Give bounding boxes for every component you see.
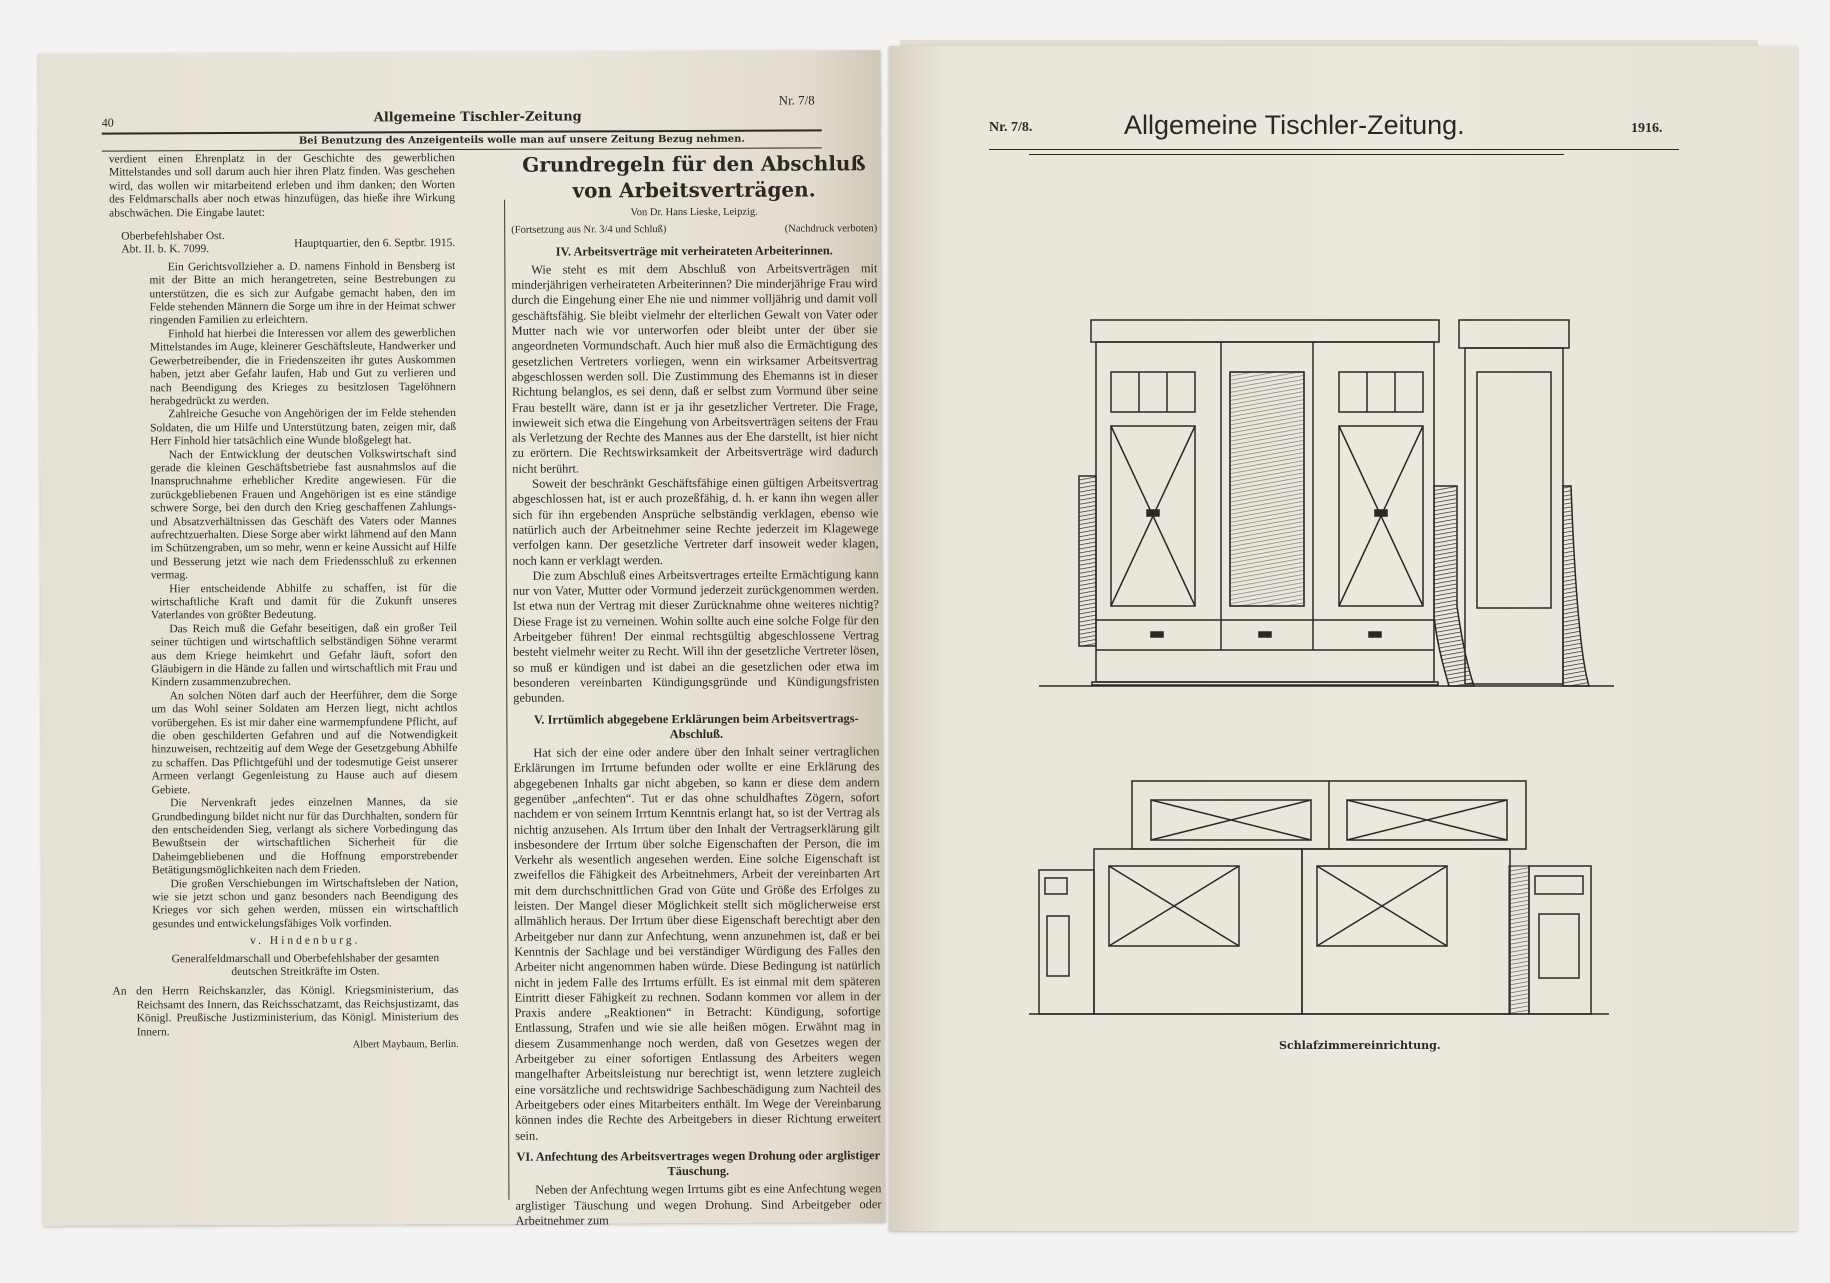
article-meta [511,221,877,238]
column-divider [504,200,509,1200]
letter-paragraph: Das Reich muß die Gefahr beseitigen, daß ein großer Teil seiner tüchtigen und wirtschaftlich selbständigen Söhne verarmt aus dem Kriege heimkehrt und Gefahr läuft, sofort den Gläubigern in die Hände zu fallen und wirtschaftlich mit Frau und Kindern zusammenzubrechen. [150,621,458,689]
letter-paragraph: Die großen Verschiebungen im Wirtschaftsleben der Nation, wie sie jetzt schon und ganz besonders nach Beendigung des Krieges vor sich gehen werden, müssen ein wirtschaftlich gesundes und entwickelungsfähiges Volk vorfinden. [152,876,459,931]
section-heading-v: V. Irrtümlich abgegebene Erklärungen beim Arbeitsvertrags-Abschluß. [533,710,859,741]
issue-number: Nr. 7/8. [989,120,1033,135]
issue-number: Nr. 7/8 [778,92,815,108]
letter-paragraph: Finhold hat hierbei die Interessen vor allem des gewerblichen Mittelstandes im Auge, kleinerer Geschäftsleute, Handwerker und Gewerbetreibender, die in Friedenszeiten ihr gutes Auskommen haben, jetzt aber Gefahr laufen, Hab und Gut zu verlieren und nach Beendigung des Krieges zu besitzlosen Tagelöhnern herabgedrückt zu werden. [149,326,456,408]
signature: v. Hindenburg. [250,934,361,948]
signature-title: Generalfeldmarschall und Oberbefehlshaber der gesamten deutschen Streitkräfte im Osten. [171,951,440,978]
article-paragraph: Neben der Anfechtung wegen Irrtums gibt es eine Anfechtung wegen arglistiger Täuschung und wegen Drohung. Sind Arbeitgeber oder Arbeitnehmer zum [515,1181,882,1228]
article-paragraph: Die zum Abschluß eines Arbeitsvertrages erteilte Ermächtigung kann nur von Vater, Mutter oder Vormund jederzeit zurückgenommen werden. Ist etwa nun der Vertrag mit dieser Zurücknahme ohne weiteres nichtig? Diese Frage ist zu verneinen. Wohin sollte auch eine solche Folge für den Arbeitgeber führen! Der einmal rechtsgültig abgeschlossene Vertrag besteht vielmehr weiter zu Recht. Will ihn der gesetzliche Vertreter lösen, so muß er kündigen und ist dabei an die gesetzlichen oder etwa im besonderen vereinbarten Kündigungsgründe und Kündigungsfristen gebunden. [512,567,880,705]
section-heading-iv: IV. Arbeitsverträge mit verheirateten Arbeiterinnen. [555,242,833,259]
article-title: Grundregeln für den Abschluß von Arbeitsverträgen. [522,151,866,203]
masthead-title: Allgemeine Tischler-Zeitung. [1124,110,1465,140]
addressees: An den Herrn Reichskanzler, das Königl. Kriegsministerium, das Reichsamt des Innern, das Reichsschatzamt, das Reichsjustizamt, das Königl. Preußische Justizministerium, das Königl. Ministerium des Innern. [112,984,459,1039]
reprint-notice: (Nachdruck verboten) [784,223,878,235]
letter-body [109,260,458,980]
article-paragraph: Hat sich der eine oder andere über den Inhalt seiner vertraglichen Erklärungen im Irrtume befunden oder wollte er eine Erklärung des abgegebenen Inhalts gar nicht abgeben, so kann er diese dem andern gegenüber „anfechten“. Tut er das ohne schuldhaftes Zögern, sofort nachdem er von seinem Irrtum Kenntnis erlangt hat, so ist der Vertrag als nichtig anzusehen. Als Irrtum über den Inhalt der Vertragserklärung gilt insbesondere der Irrtum über solche Eigenschaften der Person, die im Verkehr als wesentlich angesehen werden. Eine solche Eigenschaft ist zweifellos die Fähigkeit des Arbeitnehmers, Arbeit der vereinbarten Art mit dem durchschnittlichen Grad von Güte und Größe des Erfolges zu leisten. Der Mangel dieser Möglichkeit stellt sich möglicherweise erst allmählich heraus. Der Irrtum über diese Eigenschaft berechtigt aber den Arbeitgeber nur dann zur Anfechtung, wenn anzunehmen ist, daß er bei Kenntnis der Sachlage und bei verständiger Würdigung des Falles den Arbeiter nicht angenommen haben würde. Diese Bedingung ist natürlich nicht in jedem Falle des Irrtums erfüllt. Es ist einmal mit dem späteren Eintritt dieser Fähigkeit zu rechnen. Sodann kommen vor allem in der Praxis andere „Reaktionen“ in Betracht: Kündigung, sofortige Entlassung, Strafen und wie sie alle heißen mögen. Erwähnt mag in diesem Zusammenhange noch werden, daß von Gesetzes wegen der Arbeitgeber zu einer sofortigen Entlassung des Arbeiters wegen mangelhafter Arbeitsleistung nur berechtigt ist, wenn letztere zugleich eine vorsätzliche und rechtswidrige Sachbeschädigung zum Nachteil des Arbeitgebers oder eines Mitarbeiters enthält. Im Wege der Vereinbarung können indes die Rechte des Arbeitgebers in dieser Richtung erweitert sein. [513,744,882,1143]
letter-paragraph: Zahlreiche Gesuche von Angehörigen der im Felde stehenden Soldaten, die um Hilfe und Unterstützung baten, zeigen mir, daß Herr Finhold hier tatsächlich eine Wunde bloßgelegt hat. [150,407,457,448]
advertising-notice: Bei Benutzung des Anzeigenteils wolle man auf unsere Zeitung Bezug nehmen. [298,133,745,147]
article-paragraph: Soweit der beschränkt Geschäftsfähige einen gültigen Arbeitsvertrag abgeschlossen hat, ist er auch prozeßfähig, d. h. er kann ihn wegen aller sich für ihn ergebenden Ansprüche selbständig verklagen, ebenso wie natürlich auch der Arbeitnehmer seine Rechte jederzeit im Klagewege verfolgen kann. Der gesetzliche Vertreter darf insoweit weder klagen, noch kann er verklagt werden. [512,475,879,568]
column-hindenburg-letter [109,152,459,1053]
article-byline: Von Dr. Hans Lieske, Leipzig. [630,206,758,219]
bed-drawing [1029,781,1609,1014]
left-page [38,50,885,1226]
right-page [889,46,1797,1231]
column-article [511,150,882,1228]
letter-paragraph: Die Nervenkraft jedes einzelnen Mannes, da sie Grundbedingung bildet nicht nur für das Durchhalten, sondern für den entscheidenden Sieg, verlangt als sichere Vorbedingung das Bewußtsein der wirtschaftlichen Sicherheit für die Daheimgebliebenen und die Hoffnung emporstrebender Betätigungsmöglichkeiten nach dem Frieden. [151,796,458,877]
letterhead-sender: Oberbefehlshaber Ost. [121,230,225,243]
section-heading-vi: VI. Anfechtung des Arbeitsvertrages wegen Drohung oder arglistiger Täuschung. [516,1147,881,1179]
intro-paragraph: verdient einen Ehrenplatz in der Geschichte des gewerblichen Mittelstandes und soll darum auch hier ihren Platz finden. Was geschehen wird, das wollen wir mitarbeitend erleben und ihm danken; den Worten des Feldmarschalls aber noch etwas hinzufügen, das hieße ihre Wirkung abschwächen. Die Eingabe lautet: [108,152,456,220]
letterhead [121,229,455,257]
continuation-note: (Fortsetzung aus Nr. 3/4 und Schluß) [511,224,667,237]
running-title: Allgemeine Tischler-Zeitung [373,109,582,126]
letter-paragraph: An solchen Nöten darf auch der Heerführer, dem die Sorge um das Wohl seiner Soldaten am Herzen liegt, nicht achtlos vorübergehen. Es ist mir daher eine warmempfundene Pflicht, auf die oben geschilderten Gefahren und auf die Notwendigkeit hinzuweisen, rechtzeitig auf dem Wege der Gesetzgebung Abhilfe zu schaffen. Das Pflichtgefühl und der todesmutige Geist unserer Armeen verlangt Gegenleistung zu Hause auch auf diesem Gebiete. [151,688,458,797]
year: 1916. [1631,121,1663,136]
letter-paragraph: Hier entscheidende Abhilfe zu schaffen, ist für die wirtschaftliche Kraft und damit für die Zukunft unseres Vaterlandes von größter Bedeutung. [150,581,457,622]
illustration-caption: Schlafzimmereinrichtung. [1279,1039,1441,1052]
wardrobe-drawing [1039,320,1614,686]
letterhead-date: Hauptquartier, den 6. Septbr. 1915. [294,237,456,250]
letterhead-reference: Abt. II. b. K. 7099. [121,243,210,256]
page-number: 40 [101,115,114,130]
credit: Albert Maybaum, Berlin. [352,1039,459,1051]
letter-paragraph: Nach der Entwicklung der deutschen Volkswirtschaft sind gerade die kleinen Geschäftsbetriebe fast ausnahmslos auf die Inanspruchnahme erheblicher Kredite angewiesen. Für die zurückgebliebenen Frauen und Angehörigen ist es eine ständige schwere Sorge, bei den durch den Krieg geschaffenen Zahlungs- und Absatzverhältnissen das Geschäft des Vaters oder Mannes aufrechtzuerhalten. Diese Sorge aber wirkt lähmend auf den Mann im Schützengraben, um so mehr, wenn er keine Aussicht auf Hilfe und Besserung jetzt wie nach dem Friedensschluß zu erkennen vermag. [150,447,457,582]
article-paragraph: Wie steht es mit dem Abschluß von Arbeitsverträgen mit minderjährigen verheirateten Arbeiterinnen? Die minderjährige Frau wird durch die Eingehung einer Ehe nie und nimmer volljährig und damit voll geschäftsfähig. Sie bleibt vielmehr der elterlichen Gewalt von Vater oder Mutter nach wie vor unterworfen oder bleibt unter der über sie angeordneten Vormundschaft. Auch hier muß also die Ermächtigung des gesetzlichen Vertreters vorliegen, wenn ein wirksamer Arbeitsvertrag abgeschlossen werden soll. Die Zustimmung des Ehemanns ist in dieser Richtung belanglos, es sei denn, daß er selbst zum Vormund über seine Frau bestellt wäre, dann ist er ja ihr gesetzlicher Vertreter. Die Frage, inwieweit sich etwa die Eingehung von Arbeitsverträgen seitens der Frau als Verletzung der Rechte des Mannes aus der Ehe darstellt, ist hier nicht zu erörtern. Die Rechtswirksamkeit der Arbeitsverträge wird dadurch nicht berührt. [511,261,879,476]
letter-paragraph: Ein Gerichtsvollzieher a. D. namens Finhold in Bensberg ist mit der Bitte an mich herangetreten, seine Bestrebungen zu unterstützen, die es sich zur Aufgabe gemacht haben, den im Felde stehenden Männern die Sorge um ihre in der Heimat schwer ringenden Familien zu erleichtern. [149,259,456,327]
furniture-illustrations [889,46,1797,1231]
